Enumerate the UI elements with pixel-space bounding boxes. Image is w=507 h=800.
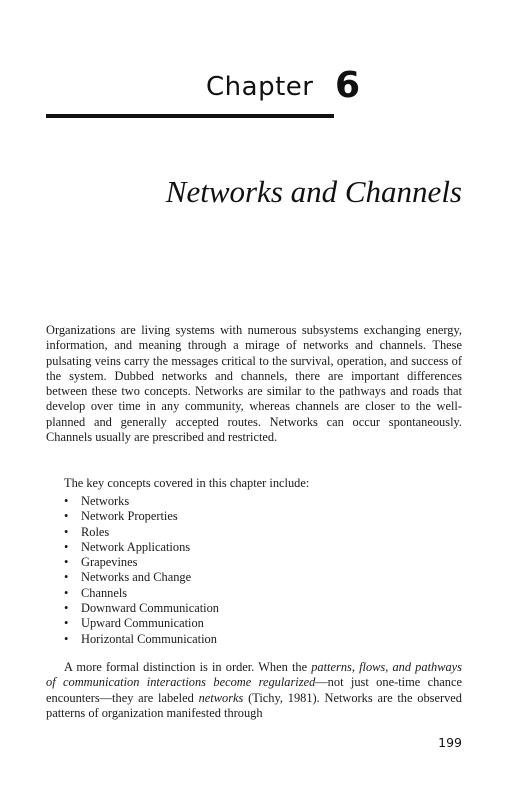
list-item: • Roles [64,525,219,540]
chapter-title: Networks and Channels [165,174,462,209]
closing-text-1: A more formal distinction is in order. When the [64,660,312,674]
list-item: • Channels [64,586,219,601]
list-item: • Networks [64,494,219,509]
closing-italic-1: patterns, flows, and pathways of communication interactions become regularized [46,660,462,690]
list-item: • Network Properties [64,509,219,524]
list-item: • Grapevines [64,555,219,570]
list-item: • Horizontal Communication [64,632,219,647]
closing-italic-2: networks [198,690,244,705]
chapter-rule [46,114,334,118]
closing-text-3: (Tichy, 1981). Networks are the observed patterns of organization manifested through [46,690,462,720]
chapter-label: Chapter [206,72,314,102]
closing-text-2: —not just one-time chance encounters—they are labeled [46,675,462,705]
list-item: • Network Applications [64,540,219,555]
key-concepts-lead: The key concepts covered in this chapter include: [64,476,310,490]
list-item: • Networks and Change [64,570,219,585]
intro-paragraph: Organizations are living systems with numerous subsystems exchanging energy, information, and meaning through a mirage of networks and channels. These pulsating veins carry the messages critical to the survival, operation, and success of the system. Dubbed networks and channels, there are important differences between these two concepts. Networks are similar to the pathways and roads that develop over time in any community, whereas channels are closer to the well-planned and generally accepted routes. Networks can occur spontaneously. Channels usually are prescribed and restricted. [46,323,462,444]
list-item: • Downward Communication [64,601,219,616]
key-concepts-list [64,494,219,647]
chapter-number: 6 [335,65,361,106]
page-number: 199 [438,735,462,750]
closing-paragraph [46,660,462,721]
list-item: • Upward Communication [64,616,219,631]
